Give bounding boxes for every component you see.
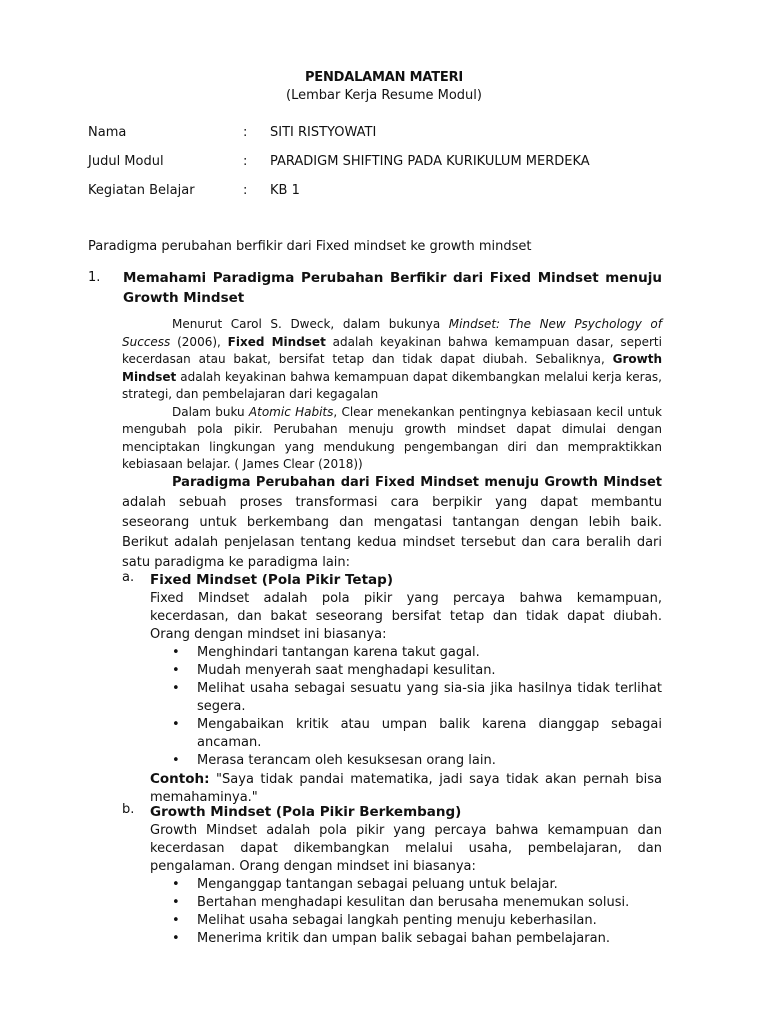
subsection-heading: Growth Mindset (Pola Pikir Berkembang) (150, 804, 462, 820)
list-item: • Mengabaikan kritik atau umpan balik karena dianggap sebagai ancaman. (172, 717, 662, 750)
document-title: PENDALAMAN MATERI (304, 70, 464, 85)
example-label: Contoh: (150, 771, 210, 787)
list-item: • Menghindari tantangan karena takut gagal. (172, 645, 480, 660)
list-item: • Mudah menyerah saat menghadapi kesulitan. (172, 663, 496, 678)
bullet-icon: • (172, 681, 180, 696)
bullet-list (150, 876, 662, 948)
subsection-description: Fixed Mindset adalah pola pikir yang percaya bahwa kemampuan, kecerdasan, dan bakat seseorang bersifat tetap dan tidak dapat diubah. Orang dengan mindset ini biasanya: (150, 591, 662, 642)
bullet-icon: • (172, 717, 180, 732)
subsection-fixed-mindset (122, 570, 662, 807)
document-subtitle: (Lembar Kerja Resume Modul) (286, 88, 482, 103)
meta-label: Kegiatan Belajar (88, 183, 195, 198)
meta-value: PARADIGM SHIFTING PADA KURIKULUM MERDEKA (270, 154, 590, 169)
meta-colon: : (243, 125, 248, 140)
bullet-icon: • (172, 645, 180, 660)
subsection-letter: b. (122, 802, 135, 817)
example-text: "Saya tidak pandai matematika, jadi saya tidak akan pernah bisa memahaminya." (150, 772, 662, 805)
intro-line: Paradigma perubahan berfikir dari Fixed mindset ke growth mindset (88, 239, 532, 254)
list-item: • Melihat usaha sebagai langkah penting menuju keberhasilan. (172, 913, 597, 928)
bullet-icon: • (172, 895, 180, 910)
bullet-icon: • (172, 877, 180, 892)
bullet-icon: • (172, 913, 180, 928)
paragraph-atomic-habits: Dalam buku Atomic Habits, Clear menekankan pentingnya kebiasaan kecil untuk mengubah pola pikir. Perubahan menuju growth mindset dapat dimulai dengan menciptakan lingkungan yang mendukung pengembangan diri dan mempraktikkan kebiasaan belajar. ( James Clear (2018)) (122, 404, 662, 471)
section-1-header (88, 268, 662, 308)
meta-value: SITI RISTYOWATI (270, 125, 377, 140)
bullet-icon: • (172, 753, 180, 768)
subsection-heading: Fixed Mindset (Pola Pikir Tetap) (150, 572, 393, 588)
bullet-list (150, 644, 662, 770)
section-heading: Memahami Paradigma Perubahan Berfikir dari Fixed Mindset menuju Growth Mindset (123, 270, 662, 306)
bullet-icon: • (172, 931, 180, 946)
subsection-letter: a. (122, 570, 135, 585)
meta-value: KB 1 (270, 183, 300, 198)
bullet-icon: • (172, 663, 180, 678)
list-item: • Menganggap tantangan sebagai peluang untuk belajar. (172, 877, 558, 892)
meta-colon: : (243, 183, 248, 198)
paragraph-dweck: Menurut Carol S. Dweck, dalam bukunya Mindset: The New Psychology of Success (2006), Fixed Mindset adalah keyakinan bahwa kemampuan dasar, seperti kecerdasan atau bakat, bersifat tetap dan tidak dapat diubah. Sebaliknya, Growth Mindset adalah keyakinan bahwa kemampuan dapat dikembangkan melalui kerja keras, strategi, dan pembelajaran dari kegagalan (122, 317, 662, 401)
paragraph-transformation: Paradigma Perubahan dari Fixed Mindset menuju Growth Mindset adalah sebuah proses transformasi cara berpikir yang dapat membantu seseorang untuk berkembang dan mengatasi tantangan dengan lebih baik. Berikut adalah penjelasan tentang kedua mindset tersebut dan cara beralih dari satu paradigma ke paradigma lain: (122, 475, 662, 570)
list-item: • Merasa terancam oleh kesuksesan orang lain. (172, 753, 496, 768)
list-item: • Bertahan menghadapi kesulitan dan berusaha menemukan solusi. (172, 895, 630, 910)
section-1-body (122, 316, 662, 474)
subsection-description: Growth Mindset adalah pola pikir yang percaya bahwa kemampuan dan kecerdasan dapat dikembangkan melalui usaha, pembelajaran, dan pengalaman. Orang dengan mindset ini biasanya: (150, 823, 662, 874)
list-item: • Menerima kritik dan umpan balik sebagai bahan pembelajaran. (172, 931, 610, 946)
meta-colon: : (243, 154, 248, 169)
list-item: • Melihat usaha sebagai sesuatu yang sia-sia jika hasilnya tidak terlihat segera. (172, 681, 662, 714)
meta-label: Nama (88, 125, 127, 140)
subsection-growth-mindset (122, 802, 662, 948)
section-number: 1. (88, 270, 101, 285)
meta-label: Judul Modul (88, 154, 164, 169)
